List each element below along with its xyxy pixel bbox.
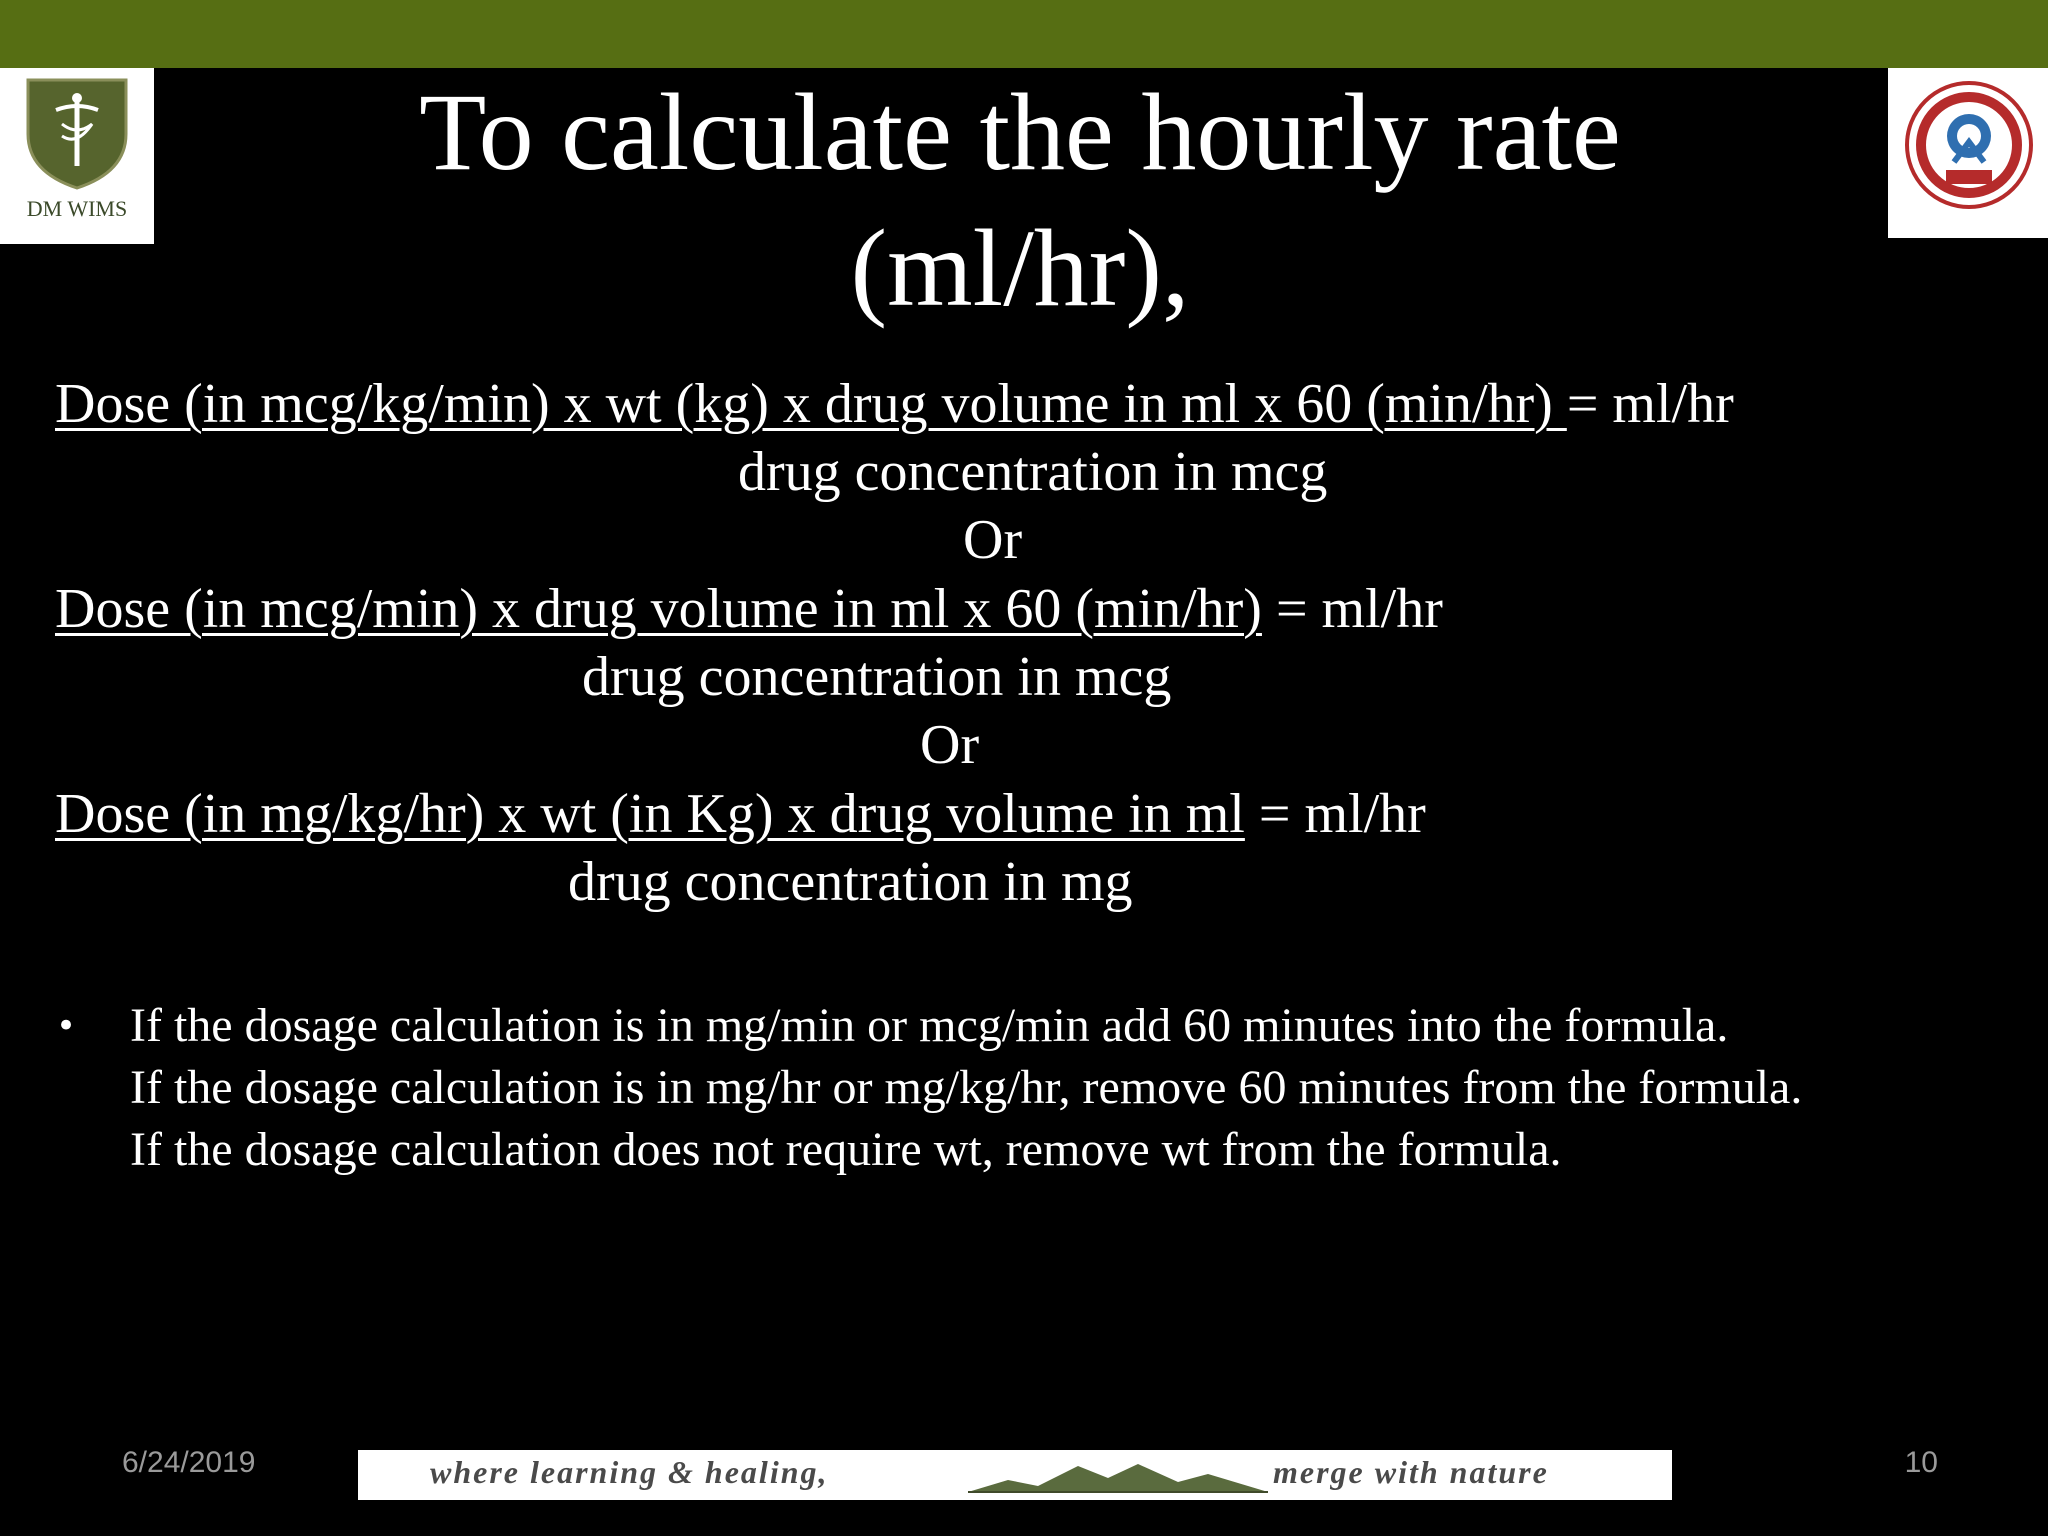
nabh-logo bbox=[1888, 68, 2048, 238]
formula-2-numerator-line bbox=[55, 575, 1443, 643]
separator-or-2: Or bbox=[920, 714, 980, 776]
formula-1-result: = ml/hr bbox=[1566, 373, 1734, 435]
dm-wims-logo bbox=[0, 68, 154, 244]
formula-3-result: = ml/hr bbox=[1244, 783, 1426, 845]
title-line-1: To calculate the hourly rate bbox=[419, 71, 1621, 193]
slide-title bbox=[220, 64, 1820, 336]
top-bar bbox=[0, 0, 2048, 68]
separator-or-1: Or bbox=[963, 509, 1023, 571]
note-line-1: If the dosage calculation is in mg/min or mcg/min add 60 minutes into the formula. bbox=[130, 999, 1729, 1052]
formula-1-numerator: Dose (in mcg/kg/min) x wt (kg) x drug volume in ml x 60 (min/hr) bbox=[55, 373, 1567, 435]
logo-left-label: DM WIMS bbox=[26, 196, 128, 221]
banner-left-text: where learning & healing, bbox=[430, 1454, 829, 1490]
bullet-dot: • bbox=[56, 1006, 77, 1046]
footer-date: 6/24/2019 bbox=[122, 1446, 256, 1479]
formula-1-denominator: drug concentration in mcg bbox=[738, 441, 1328, 503]
nabh-seal-icon bbox=[1902, 78, 2036, 212]
title-line-2: (ml/hr), bbox=[850, 207, 1190, 329]
bullet-text bbox=[130, 995, 2010, 1181]
note-line-2: If the dosage calculation is in mg/hr or mg/kg/hr, remove 60 minutes from the formula. bbox=[130, 1061, 1803, 1114]
note-line-3: If the dosage calculation does not require wt, remove wt from the formula. bbox=[130, 1123, 1562, 1176]
page-number: 10 bbox=[1904, 1446, 1938, 1479]
formula-3-numerator-line bbox=[55, 780, 1426, 848]
formula-3-numerator: Dose (in mg/kg/hr) x wt (in Kg) x drug volume in ml bbox=[55, 783, 1245, 845]
banner-right-text: merge with nature bbox=[1273, 1454, 1549, 1490]
formula-2-denominator: drug concentration in mcg bbox=[582, 646, 1172, 708]
formula-3-denominator: drug concentration in mg bbox=[568, 851, 1133, 913]
mountain-icon bbox=[968, 1458, 1268, 1494]
shield-icon bbox=[20, 76, 134, 192]
formula-1-numerator-line bbox=[55, 370, 1734, 438]
formula-2-numerator: Dose (in mcg/min) x drug volume in ml x 60 (min/hr) bbox=[55, 578, 1262, 640]
formula-2-result: = ml/hr bbox=[1261, 578, 1443, 640]
footer-banner bbox=[358, 1450, 1672, 1500]
